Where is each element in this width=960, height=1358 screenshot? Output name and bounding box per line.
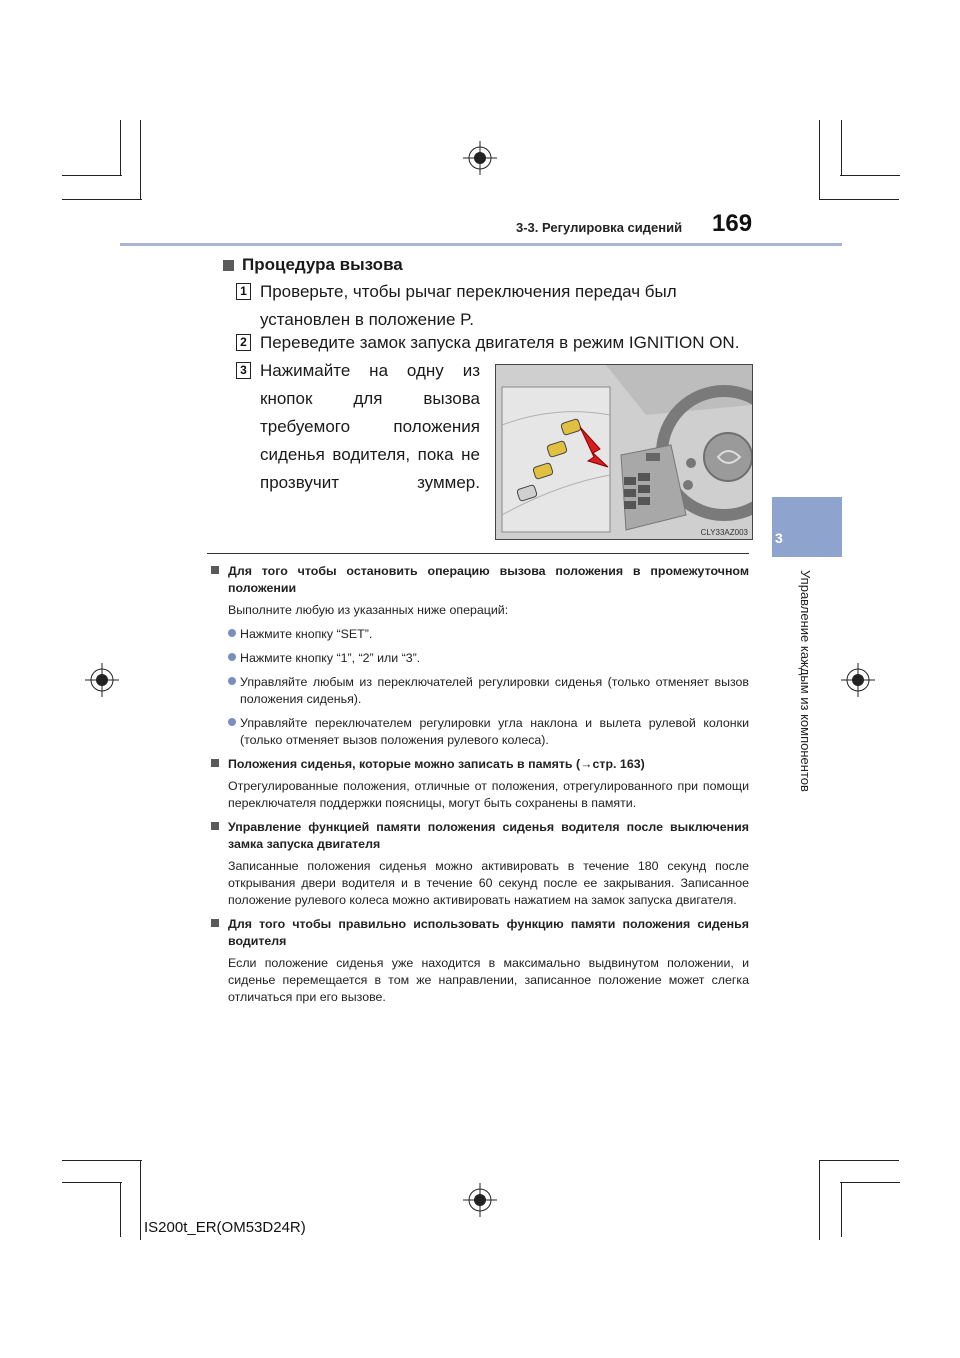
document-code: IS200t_ER(OM53D24R) [144, 1219, 306, 1236]
step-number: 3 [236, 362, 251, 379]
illustration-code: CLY33AZ003 [700, 528, 748, 537]
registration-target-icon [841, 663, 875, 697]
step-text: Нажимайте на одну из кнопок для вызова требуемого положения сиденья водителя, пока не прозвучит зуммер. [260, 361, 480, 492]
list-item: Управляйте переключателем регулировки угла наклона и вылета рулевой колонки (только отменяет вызов положения рулевого колеса). [211, 715, 749, 749]
crop-mark [140, 1160, 141, 1240]
note-heading: Для того чтобы правильно использовать функцию памяти положения сиденья водителя [211, 916, 749, 950]
chapter-tab [772, 497, 842, 557]
bullet-dot-icon [228, 629, 236, 637]
header-rule [120, 243, 842, 246]
note-block [211, 916, 749, 1006]
chapter-title: Управление каждым из компонентов [798, 570, 813, 792]
square-bullet-icon [211, 822, 219, 830]
door-panel-image [496, 365, 752, 539]
note-heading: Для того чтобы остановить операцию вызова положения в промежуточном положении [211, 563, 749, 597]
crop-mark [819, 199, 899, 200]
chapter-number: 3 [775, 530, 783, 546]
step-text: Проверьте, чтобы рычаг переключения передач был установлен в положение P. [260, 282, 677, 329]
note-text: Выполните любую из указанных ниже операций: [228, 603, 509, 617]
procedure-heading: Процедура вызова [223, 255, 403, 275]
bullet-dot-icon [228, 653, 236, 661]
crop-mark [819, 120, 820, 200]
step-number: 2 [236, 334, 251, 351]
page-number: 169 [712, 210, 753, 237]
note-text: Отрегулированные положения, отличные от положения, отрегулированного при помощи переключателя поддержки поясницы, могут быть сохранены в памяти. [228, 779, 749, 810]
list-item: Нажмите кнопку “1”, “2” или “3”. [211, 650, 749, 667]
step-text: Переведите замок запуска двигателя в режим IGNITION ON. [260, 333, 740, 352]
crop-mark [62, 175, 122, 176]
square-bullet-icon [223, 260, 234, 271]
registration-target-icon [463, 141, 497, 175]
crop-mark [841, 120, 842, 175]
note-heading: Положения сиденья, которые можно записать в память (→стр. 163) [211, 756, 749, 773]
crop-mark [62, 199, 142, 200]
memory-buttons-illustration [495, 364, 753, 540]
list-item: Нажмите кнопку “SET”. [211, 626, 749, 643]
crop-mark [819, 1160, 899, 1161]
divider [207, 553, 749, 554]
notes-section [211, 563, 749, 1013]
square-bullet-icon [211, 566, 219, 574]
crop-mark [140, 120, 141, 200]
crop-mark [840, 1182, 900, 1183]
list-item: Управляйте любым из переключателей регулировки сиденья (только отменяет вызов положения сиденья). [211, 674, 749, 708]
note-text: Записанные положения сиденья можно активировать в течение 180 секунд после открывания двери водителя и в течение 60 секунд после ее закрывания. Записанное положение рулевого колеса можно активировать нажатием на замок запуска двигателя. [228, 859, 749, 907]
crop-mark [819, 1160, 820, 1240]
note-block [211, 819, 749, 909]
square-bullet-icon [211, 759, 219, 767]
crop-mark [840, 175, 900, 176]
bullet-dot-icon [228, 718, 236, 726]
bullet-dot-icon [228, 677, 236, 685]
section-title: 3-3. Регулировка сидений [516, 220, 683, 235]
square-bullet-icon [211, 919, 219, 927]
crop-mark [62, 1160, 142, 1161]
registration-target-icon [85, 663, 119, 697]
registration-target-icon [463, 1183, 497, 1217]
crop-mark [841, 1182, 842, 1237]
note-block [211, 563, 749, 749]
note-heading: Управление функцией памяти положения сиденья водителя после выключения замка запуска двигателя [211, 819, 749, 853]
note-text: Если положение сиденья уже находится в максимально выдвинутом положении, и сиденье перемещается в том же направлении, записанное положение может слегка отличаться при его вызове. [228, 956, 749, 1004]
crop-mark [120, 120, 121, 175]
crop-mark [62, 1182, 122, 1183]
crop-mark [120, 1182, 121, 1237]
step-number: 1 [236, 283, 251, 300]
note-block [211, 756, 749, 812]
